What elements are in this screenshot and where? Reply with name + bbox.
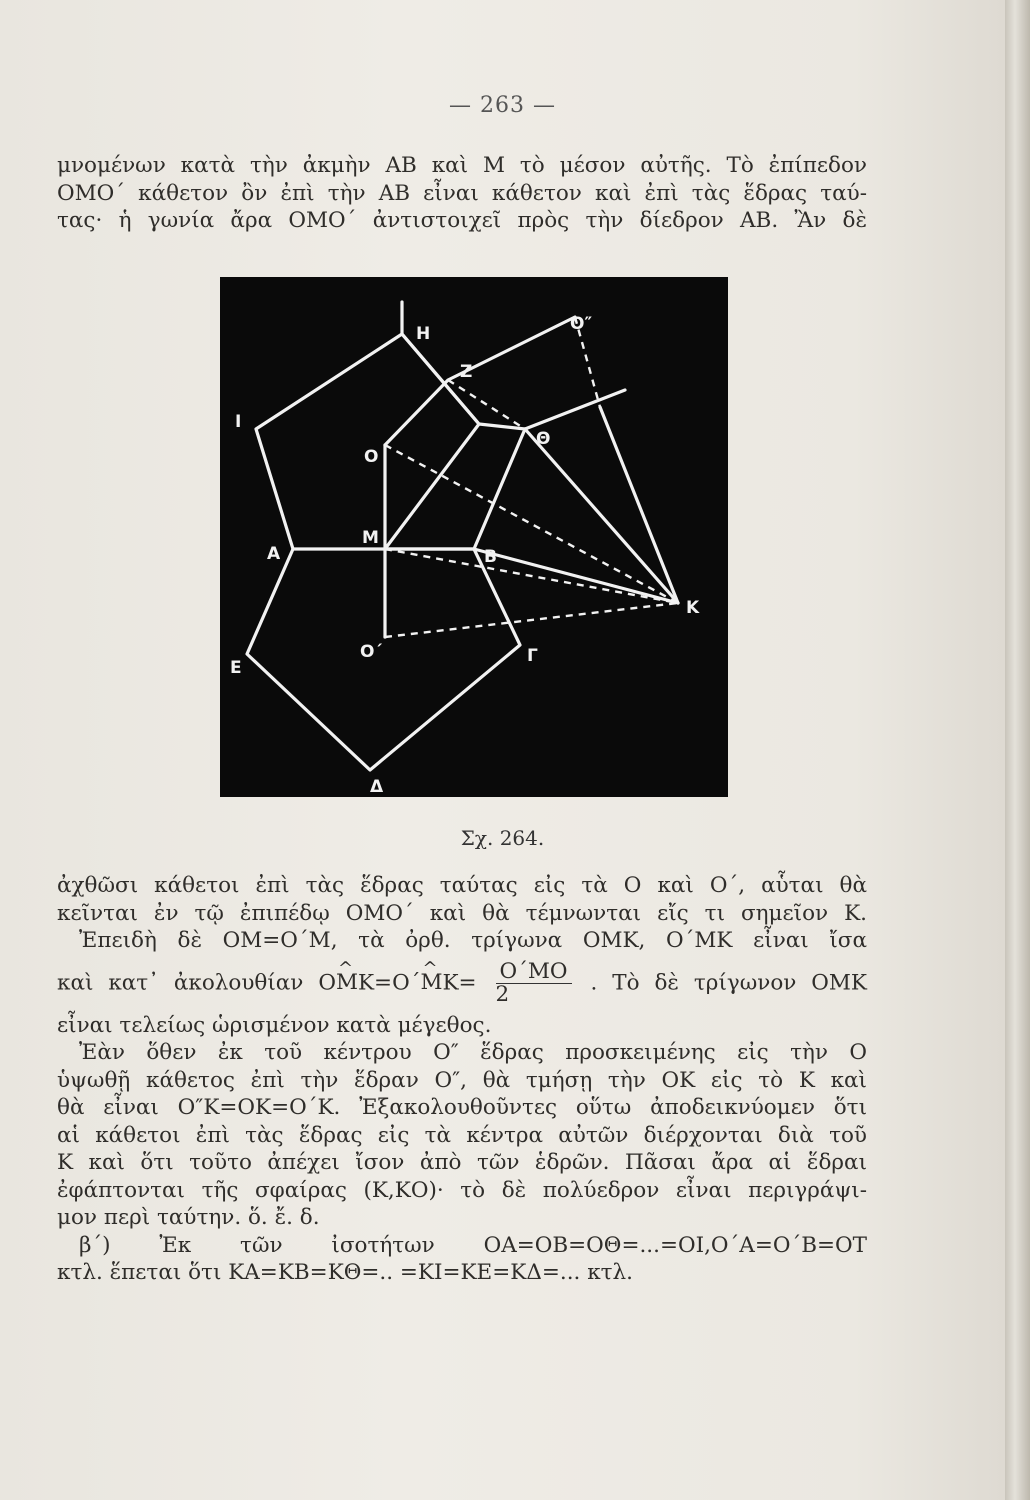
text-line: ἀχθῶσι κάθετοι ἐπὶ τὰς ἕδρας ταύτας εἰς τὰ Ο καὶ Ο΄, αὗται θὰ <box>57 873 867 898</box>
dashed-m-k <box>385 549 678 603</box>
line-b-k <box>474 549 678 603</box>
page-edge <box>1005 0 1030 1500</box>
label-e: Ε <box>230 658 242 678</box>
label-delta: Δ <box>370 777 384 797</box>
figure-svg <box>220 277 728 797</box>
fraction-numerator: Ο΄ΜΟ <box>496 961 572 984</box>
formula-lead: καὶ κατ᾽ ἀκολουθίαν <box>57 970 304 995</box>
formula-k1: Κ=Ο΄ <box>358 970 421 995</box>
geometry-figure <box>220 277 728 797</box>
text-line: Ἐπειδὴ δὲ ΟΜ=Ο΄Μ, τὰ ὀρθ. τρίγωνα ΟΜΚ, Ο΄ΜΚ εἶναι ἴσα <box>79 928 867 953</box>
label-o2: Ο″ <box>570 314 593 334</box>
formula-o1: Ο <box>318 970 336 995</box>
label-z: Ζ <box>460 362 473 382</box>
fraction <box>495 958 572 1007</box>
text-line: Ἐὰν ὅθεν ἐκ τοῦ κέντρου Ο″ ἕδρας προσκειμένης εἰς τὴν Ο <box>79 1040 867 1065</box>
label-m: Μ <box>362 528 379 548</box>
formula-k2: Κ= <box>442 970 477 995</box>
label-gamma: Γ <box>527 646 538 666</box>
text-line: κτλ. ἕπεται ὅτι ΚΑ=ΚΒ=ΚΘ=.. =ΚΙ=ΚΕ=ΚΔ=... κτλ. <box>57 1260 633 1285</box>
dashed-z-theta <box>448 380 525 429</box>
text-line: μον περὶ ταύτην. ὅ. ἔ. δ. <box>57 1205 320 1230</box>
page-number: — 263 — <box>449 93 556 118</box>
label-b: Β <box>484 547 497 567</box>
text-line: αἱ κάθετοι ἐπὶ τὰς ἕδρας εἰς τὰ κέντρα αὐτῶν διέρχονται διὰ τοῦ <box>57 1122 867 1148</box>
formula-angle-m2: ^ Μ <box>420 969 442 997</box>
label-k: Κ <box>686 598 700 618</box>
line-theta-right <box>525 390 625 429</box>
top-paragraph <box>57 152 867 235</box>
dashed-o-k <box>385 445 678 603</box>
pentagon-upper-left <box>256 334 479 549</box>
figure-caption: Σχ. 264. <box>460 826 545 850</box>
fraction-denominator: 2 <box>495 981 510 1007</box>
text-line: τας· ἡ γωνία ἄρα ΟΜΟ΄ ἀντιστοιχεῖ πρὸς τὴν δίεδρον ΑΒ. Ἂν δὲ <box>57 208 867 233</box>
text-line: Κ καὶ ὅτι τοῦτο ἀπέχει ἴσον ἀπὸ τῶν ἑδρῶν. Πᾶσαι ἄρα αἱ ἕδραι <box>57 1150 867 1175</box>
text-line: κεῖνται ἐν τῷ ἐπιπέδῳ ΟΜΟ΄ καὶ θὰ τέμνωνται εἴς τι σημεῖον Κ. <box>57 900 867 926</box>
text-line: ὑψωθῇ κάθετος ἐπὶ τὴν ἕδραν Ο″, θὰ τμήσῃ τὴν ΟΚ εἰς τὸ Κ καὶ <box>57 1067 867 1093</box>
formula-line <box>57 958 867 1007</box>
text-line: μνομένων κατὰ τὴν ἀκμὴν ΑΒ καὶ Μ τὸ μέσον αὐτῆς. Τὸ ἐπίπεδον <box>57 153 867 178</box>
label-i: Ι <box>235 412 242 432</box>
label-h: Η <box>416 324 431 344</box>
text-line: εἶναι τελείως ὡρισμένον κατὰ μέγεθος. <box>57 1012 492 1038</box>
label-o1: Ο΄ <box>360 642 382 662</box>
dashed-o1-k <box>385 603 678 637</box>
formula-tail: . Τὸ δὲ τρίγωνον ΟΜΚ <box>590 970 867 995</box>
line-theta-k <box>525 429 678 603</box>
label-o: Ο <box>364 447 379 467</box>
text-line: ἐφάπτονται τῆς σφαίρας (Κ,ΚΟ)· τὸ δὲ πολύεδρον εἶναι περιγράψι- <box>57 1177 867 1203</box>
label-a: Α <box>267 544 281 564</box>
line-right-k <box>600 407 678 603</box>
line-o-to-o2 <box>385 317 575 445</box>
pentagon-upper-right <box>385 334 525 549</box>
bottom-paragraph <box>57 872 867 1287</box>
text-line: β΄) Ἐκ τῶν ἰσοτήτων ΟΑ=ΟΒ=ΟΘ=...=ΟΙ,Ο΄Α=Ο΄Β=ΟΤ <box>79 1232 867 1258</box>
text-line: θὰ εἶναι Ο″Κ=ΟΚ=Ο΄Κ. Ἐξακολουθοῦντες οὕτω ἀποδεικνύομεν ὅτι <box>57 1095 867 1120</box>
formula-angle-m1: ^ Μ <box>336 969 358 997</box>
text-line: ΟΜΟ΄ κάθετον ὂν ἐπὶ τὴν ΑΒ εἶναι κάθετον καὶ ἐπὶ τὰς ἕδρας ταύ- <box>57 180 867 206</box>
label-theta: Θ <box>536 429 551 449</box>
